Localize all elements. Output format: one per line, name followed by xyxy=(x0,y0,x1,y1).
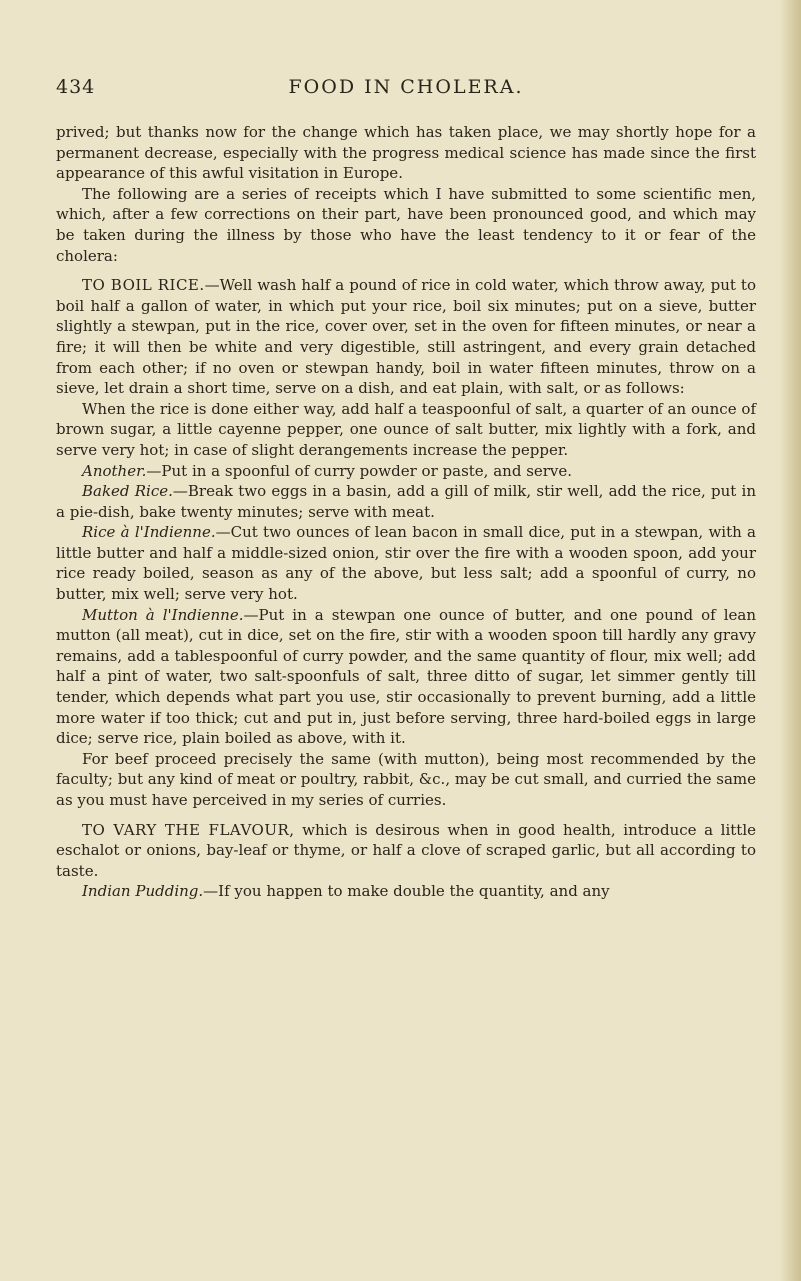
recipe-text: —Put in a spoonful of curry powder or paste, and serve. xyxy=(146,461,573,480)
recipe-baked-rice xyxy=(56,481,756,522)
running-title: FOOD IN CHOLERA. xyxy=(288,76,524,98)
recipe-indian-pudding xyxy=(56,881,756,902)
recipe-mutton-indienne xyxy=(56,605,756,749)
paragraph-intro xyxy=(56,184,756,266)
recipe-heading: Mutton à l'Indienne. xyxy=(82,605,244,624)
page-edge-shadow xyxy=(779,0,801,1281)
paragraph-continued xyxy=(56,122,756,184)
book-page xyxy=(56,76,756,902)
recipe-heading: Baked Rice. xyxy=(82,482,173,501)
recipe-boil-rice xyxy=(56,275,756,399)
page-header xyxy=(56,76,756,110)
paragraph-text: When the rice is done either way, add half a teaspoonful of salt, a quarter of an ounce of brown sugar, a little cayenne pepper, one ounce of salt butter, mix lightly with a fork, and serve very hot; in case of slight derangements increase the pepper. xyxy=(56,399,756,459)
paragraph-text: The following are a series of receipts which I have submitted to some scientific men, which, after a few corrections on their part, have been pronounced good, and which may be taken during the illness by those who have the least tendency to it or fear of the cholera: xyxy=(56,184,756,265)
recipe-text: —Break two eggs in a basin, add a gill of milk, stir well, add the rice, put in a pie-dish, bake twenty minutes; serve with meat. xyxy=(56,482,756,521)
recipe-text: —Well wash half a pound of rice in cold water, which throw away, put to boil half a gallon of water, in which put your rice, boil six minutes; put on a sieve, butter slightly a stewpan, put in the rice, cover over, set in the oven for fifteen minutes, or near a fire; it will then be white and very digestible, still astringent, and every grain detached from each other; if no oven or stewpan handy, boil in water fifteen minutes, throw on a sieve, let drain a short time, serve on a dish, and eat plain, with salt, or as follows: xyxy=(56,276,756,398)
recipe-heading: Indian Pudding. xyxy=(82,882,204,901)
recipe-text: —Cut two ounces of lean bacon in small dice, put in a stewpan, with a little butter and half a middle-sized onion, stir over the fire with a wooden spoon, add your rice ready boiled, season as any of the above, but less salt; add a spoonful of curry, no butter, mix well; serve very hot. xyxy=(56,523,756,604)
recipe-rice-indienne xyxy=(56,522,756,604)
recipe-text: —Put in a stewpan one ounce of butter, and one pound of lean mutton (all meat), cut in dice, set on the fire, stir with a wooden spoon till hardly any gravy remains, add a tablespoonful of curry powder, and the same quantity of flour, mix well; add half a pint of water, two salt-spoonfuls of salt, three ditto of sugar, let simmer gently till tender, which depends what part you use, stir occasionally to prevent burning, add a little more water if too thick; cut and put in, just before serving, three hard-boiled eggs in large dice; serve rice, plain boiled as above, with it. xyxy=(56,605,756,748)
paragraph-text: prived; but thanks now for the change which has taken place, we may shortly hope for a permanent decrease, especially with the progress medical science has made since the first appearance of this awful visitation in Europe. xyxy=(56,123,756,183)
recipe-heading: Another. xyxy=(82,461,147,480)
recipe-heading: TO BOIL RICE. xyxy=(82,276,205,295)
paragraph-text: For beef proceed precisely the same (with mutton), being most recommended by the faculty; but any kind of meat or poultry, rabbit, &c., may be cut small, and curried the same as you must have perceived in my series of curries. xyxy=(56,749,756,809)
body-text xyxy=(56,122,756,902)
recipe-heading: TO VARY THE FLAVOUR, xyxy=(82,820,295,839)
paragraph-beef xyxy=(56,749,756,811)
paragraph-rice-serving xyxy=(56,399,756,461)
recipe-text: which is desirous when in good health, introduce a little eschalot or onions, bay-leaf or thyme, or half a clove of scraped garlic, but all according to taste. xyxy=(56,820,756,880)
recipe-vary-flavour xyxy=(56,820,756,882)
recipe-text: —If you happen to make double the quantity, and any xyxy=(203,882,610,901)
recipe-another xyxy=(56,461,756,482)
recipe-heading: Rice à l'Indienne. xyxy=(82,523,216,542)
page-number: 434 xyxy=(56,76,96,98)
